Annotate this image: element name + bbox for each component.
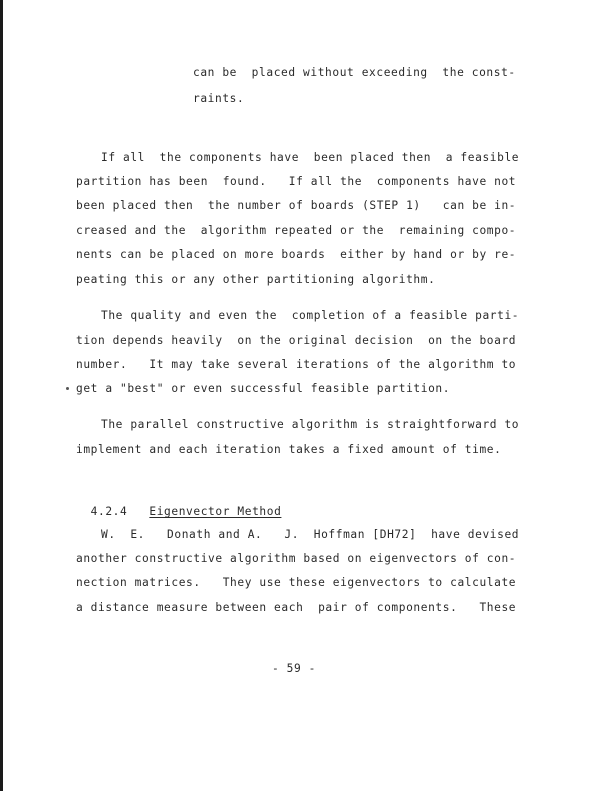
text-line: nents can be placed on more boards either by hand or by re- — [76, 248, 517, 261]
text-line: The parallel constructive algorithm is straightforward to — [101, 418, 520, 431]
text-line: If all the components have been placed then a feasible — [101, 151, 520, 164]
page-left-edge — [0, 0, 3, 791]
section-title: Eigenvector Method — [149, 505, 282, 518]
text-line: been placed then the number of boards (STEP 1) can be in- — [76, 199, 517, 212]
text-line: get a "best" or even successful feasible partition. — [76, 382, 451, 395]
page-number: - 59 - — [272, 662, 317, 675]
text-line: partition has been found. If all the components have not — [76, 175, 517, 188]
text-line: tion depends heavily on the original decision on the board — [76, 334, 517, 347]
text-line: The quality and even the completion of a feasible parti- — [101, 309, 520, 322]
section-heading — [76, 491, 281, 519]
text-line: number. It may take several iterations of the algorithm to — [76, 358, 517, 371]
text-line: implement and each iteration takes a fixed amount of time. — [76, 443, 502, 456]
section-number: 4.2.4 — [90, 505, 128, 518]
stray-mark — [66, 387, 69, 390]
text-line: peating this or any other partitioning algorithm. — [76, 273, 436, 286]
text-line: raints. — [193, 92, 245, 105]
text-line: a distance measure between each pair of components. These — [76, 601, 517, 614]
text-line: another constructive algorithm based on eigenvectors of con- — [76, 552, 517, 565]
text-line: can be placed without exceeding the const- — [193, 66, 516, 79]
text-line: W. E. Donath and A. J. Hoffman [DH72] have devised — [101, 528, 520, 541]
text-line: creased and the algorithm repeated or the remaining compo- — [76, 224, 517, 237]
text-line: nection matrices. They use these eigenvectors to calculate — [76, 576, 517, 589]
